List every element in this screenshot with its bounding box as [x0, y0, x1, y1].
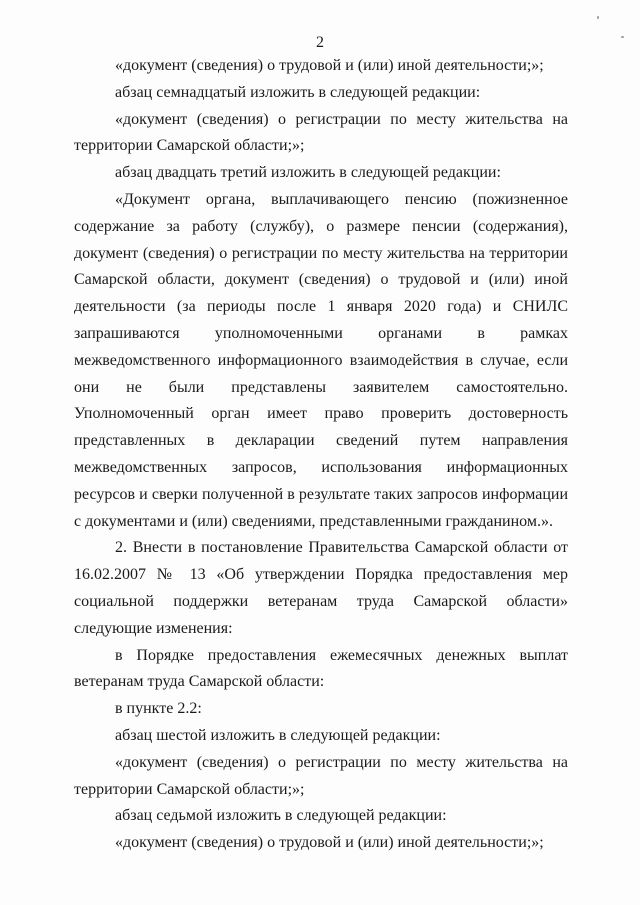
- paragraph-4: абзац двадцать третий изложить в следующей редакции:: [115, 164, 501, 182]
- paragraph-10: «документ (сведения) о регистрации по месту жительства на территории Самарской области;»;: [74, 753, 568, 798]
- scan-speck: [597, 16, 599, 19]
- paragraph-12: «документ (сведения) о трудовой и (или) иной деятельности;»;: [115, 834, 544, 852]
- paragraph-7: в Порядке предоставления ежемесячных денежных выплат ветеранам труда Самарской области:: [74, 646, 568, 691]
- paragraph-1: «документ (сведения) о трудовой и (или) иной деятельности;»;: [115, 57, 544, 74]
- paragraph-8: в пункте 2.2:: [115, 700, 202, 718]
- document-body: [74, 53, 568, 857]
- paragraph-9: абзац шестой изложить в следующей редакции:: [115, 726, 441, 744]
- paragraph-2: абзац семнадцатый изложить в следующей редакции:: [115, 83, 481, 101]
- page-number: 2: [316, 34, 324, 51]
- paragraph-6: 2. Внести в постановление Правительства Самарской области от 16.02.2007 № 13 «Об утверждении Порядка предоставления мер социальной поддержки ветеранам труда Самарской области» следующие изменения:: [74, 539, 568, 637]
- paragraph-3: «документ (сведения) о регистрации по месту жительства на территории Самарской области;»;: [74, 110, 568, 155]
- paragraph-5: «Документ органа, выплачивающего пенсию (пожизненное содержание за работу (службу), о размере пенсии (содержания), документ (сведения) о регистрации по месту жительства на территории Самарской области, документ (сведения) о трудовой и (или) иной деятельности (за периоды после 1 января 2020 года) и СНИЛС запрашиваются уполномоченными органами в рамках межведомственного информационного взаимодействия в случае, если они не были представлены заявителем самостоятельно. Уполномоченный орган имеет право проверить достоверность представленных в декларации сведений путем направления межведомственных запросов, использования информационных ресурсов и сверки полученной в результате таких запросов информации с документами и (или) сведениями, представленными гражданином.».: [74, 190, 568, 530]
- scan-speck: [621, 36, 624, 38]
- paragraph-11: абзац седьмой изложить в следующей редакции:: [115, 807, 447, 825]
